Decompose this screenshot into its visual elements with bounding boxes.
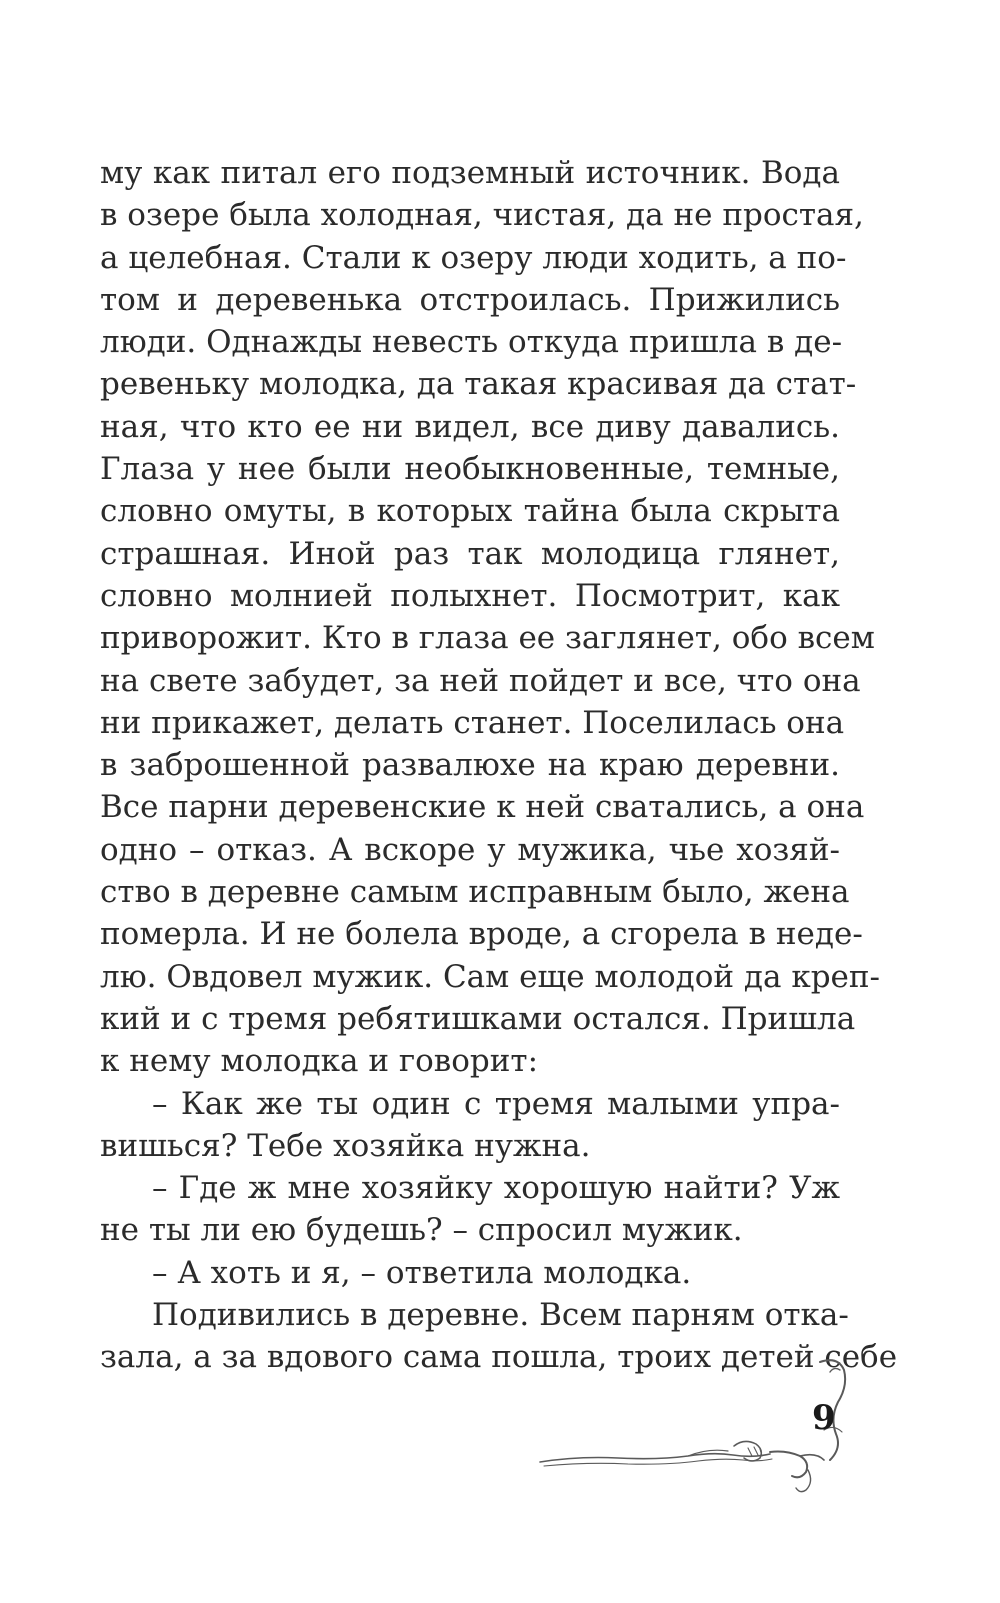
text-line: одно – отказ. А вскоре у мужика, чье хозяй-: [100, 831, 840, 868]
text-line: ная, что кто ее ни видел, все диву давались.: [100, 408, 840, 445]
text-line: в заброшенной развалюхе на краю деревни.: [100, 747, 840, 784]
page-number: 9: [812, 1398, 836, 1438]
text-line: лю. Овдовел мужик. Сам еще молодой да креп-: [100, 958, 881, 995]
text-line: в озере была холодная, чистая, да не простая,: [100, 197, 864, 234]
dialogue-line: – Как же ты один с тремя малыми упра-: [152, 1085, 840, 1122]
text-line: словно молнией полыхнет. Посмотрит, как: [100, 577, 840, 614]
text-line: страшная. Иной раз так молодица глянет,: [100, 535, 840, 572]
text-line: люди. Однажды невесть откуда пришла в де-: [100, 324, 843, 361]
text-line: словно омуты, в которых тайна была скрыта: [100, 493, 840, 530]
dialogue-line: не ты ли ею будешь? – спросил мужик.: [100, 1212, 743, 1249]
text-line: Все парни деревенские к ней сватались, а она: [100, 789, 865, 826]
text-line: Глаза у нее были необыкновенные, темные,: [100, 451, 840, 488]
text-line: Подивились в деревне. Всем парням отка-: [152, 1297, 849, 1334]
text-line: му как питал его подземный источник. Вода: [100, 155, 840, 191]
text-line: том и деревенька отстроилась. Прижились: [100, 281, 840, 318]
body-text: [100, 152, 898, 1379]
text-line: кий и с тремя ребятишками остался. Пришла: [100, 1000, 856, 1037]
text-line: ство в деревне самым исправным было, жена: [100, 874, 850, 911]
text-line: зала, а за вдового сама пошла, троих детей себе: [100, 1339, 898, 1376]
text-line: ни прикажет, делать станет. Поселилась она: [100, 704, 845, 741]
dialogue-line: – Где ж мне хозяйку хорошую найти? Уж: [152, 1170, 840, 1207]
text-line: померла. И не болела вроде, а сгорела в неде-: [100, 916, 863, 953]
dialogue-line: – А хоть и я, – ответила молодка.: [152, 1254, 692, 1291]
text-line: на свете забудет, за ней пойдет и все, что она: [100, 662, 861, 699]
text-line: а целебная. Стали к озеру люди ходить, а по-: [100, 239, 847, 276]
text-line: приворожит. Кто в глаза ее заглянет, обо всем: [100, 620, 875, 657]
text-line: к нему молодка и говорит:: [100, 1043, 539, 1080]
dialogue-line: вишься? Тебе хозяйка нужна.: [100, 1127, 591, 1164]
text-line: ревеньку молодка, да такая красивая да стат-: [100, 366, 857, 403]
